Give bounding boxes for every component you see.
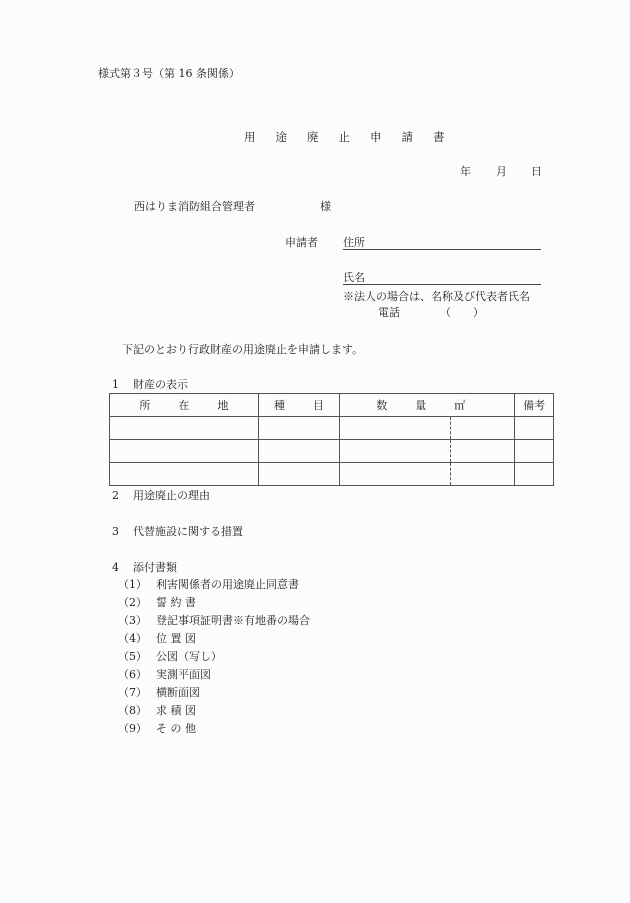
date-month[interactable]: 月	[496, 165, 507, 178]
attachment-label: 横断面図	[156, 686, 200, 699]
property-table	[109, 393, 554, 486]
attachment-number: （6）	[118, 668, 147, 681]
section-3-heading	[112, 525, 243, 539]
attachment-item	[118, 722, 196, 736]
attachment-number: （8）	[118, 704, 147, 717]
cell-location[interactable]	[110, 440, 259, 463]
header-char: 地	[217, 399, 229, 412]
title-char: 用	[244, 130, 256, 144]
cell-location[interactable]	[110, 417, 259, 440]
date-day[interactable]: 日	[531, 165, 542, 178]
form-number: 様式第３号（第 16 条関係）	[98, 67, 240, 80]
attachment-item	[118, 614, 310, 628]
title-char: 申	[370, 130, 382, 144]
header-remarks: 備考	[515, 394, 554, 417]
cell-location[interactable]	[110, 463, 259, 486]
attachment-number: （9）	[118, 722, 147, 735]
section-label: 財産の表示	[133, 378, 188, 391]
table-row	[110, 463, 554, 486]
attachment-number: （4）	[118, 632, 147, 645]
header-location	[110, 394, 259, 417]
title-char: 廃	[307, 130, 319, 144]
attachment-item	[118, 650, 222, 664]
attachment-item	[118, 686, 200, 700]
decimal-divider	[450, 440, 451, 462]
attachment-label: 公図（写し）	[156, 650, 222, 663]
date-year[interactable]: 年	[460, 165, 471, 178]
address-field[interactable]	[343, 236, 541, 250]
header-char: 目	[313, 399, 325, 412]
cell-remarks[interactable]	[515, 463, 554, 486]
attachment-number: （1）	[118, 578, 147, 591]
header-char: 在	[178, 399, 190, 412]
attachment-number: （3）	[118, 614, 147, 627]
cell-quantity[interactable]	[340, 417, 515, 440]
cell-remarks[interactable]	[515, 440, 554, 463]
cell-remarks[interactable]	[515, 417, 554, 440]
title-char: 途	[275, 130, 287, 144]
phone-field[interactable]: （ ）	[440, 306, 484, 319]
attachment-label: 利害関係者の用途廃止同意書	[156, 578, 299, 591]
header-char: 数	[376, 399, 388, 412]
attachment-number: （5）	[118, 650, 147, 663]
addressee-name: 西はりま消防組合管理者	[134, 200, 255, 213]
section-number: 3	[112, 525, 119, 538]
table-row	[110, 417, 554, 440]
section-number: 2	[112, 489, 119, 502]
section-2-heading	[112, 489, 210, 503]
table-row	[110, 440, 554, 463]
table-header-row	[110, 394, 554, 417]
section-4-heading	[112, 561, 177, 575]
decimal-divider	[450, 417, 451, 439]
document-title	[244, 130, 445, 145]
header-char: 量	[415, 399, 427, 412]
attachment-label: 求 積 図	[156, 704, 196, 717]
header-type	[258, 394, 339, 417]
section-number: 4	[112, 561, 119, 574]
header-quantity	[340, 394, 515, 417]
header-char: 種	[274, 399, 286, 412]
title-char: 止	[338, 130, 350, 144]
address-label: 住所	[343, 236, 365, 249]
section-label: 用途廃止の理由	[133, 489, 210, 502]
intro-text: 下記のとおり行政財産の用途廃止を申請します。	[122, 343, 364, 356]
section-1-heading	[112, 378, 188, 392]
name-label: 氏名	[343, 271, 365, 284]
attachment-item	[118, 578, 299, 592]
section-number: 1	[112, 378, 119, 391]
section-label: 添付書類	[133, 561, 177, 574]
unit-label: ㎡	[454, 399, 466, 412]
cell-quantity[interactable]	[340, 463, 515, 486]
phone-label: 電話	[378, 306, 400, 319]
title-char: 請	[401, 130, 413, 144]
applicant-label: 申請者	[285, 236, 318, 249]
attachment-item	[118, 596, 196, 610]
attachment-label: 位 置 図	[156, 632, 196, 645]
attachment-label: 誓 約 書	[156, 596, 196, 609]
attachment-label: 実測平面図	[156, 668, 211, 681]
decimal-divider	[450, 463, 451, 485]
name-field[interactable]	[343, 271, 541, 285]
addressee-honorific: 様	[320, 200, 331, 213]
attachment-label: 登記事項証明書※有地番の場合	[156, 614, 310, 627]
corporate-note: ※法人の場合は、名称及び代表者氏名	[343, 290, 530, 303]
attachment-number: （2）	[118, 596, 147, 609]
attachment-number: （7）	[118, 686, 147, 699]
title-char: 書	[433, 130, 445, 144]
attachment-item	[118, 668, 211, 682]
cell-quantity[interactable]	[340, 440, 515, 463]
cell-type[interactable]	[258, 417, 339, 440]
cell-type[interactable]	[258, 440, 339, 463]
section-label: 代替施設に関する措置	[133, 525, 243, 538]
attachment-item	[118, 704, 196, 718]
attachment-item	[118, 632, 196, 646]
attachment-label: そ の 他	[156, 722, 196, 735]
cell-type[interactable]	[258, 463, 339, 486]
header-char: 所	[139, 399, 151, 412]
